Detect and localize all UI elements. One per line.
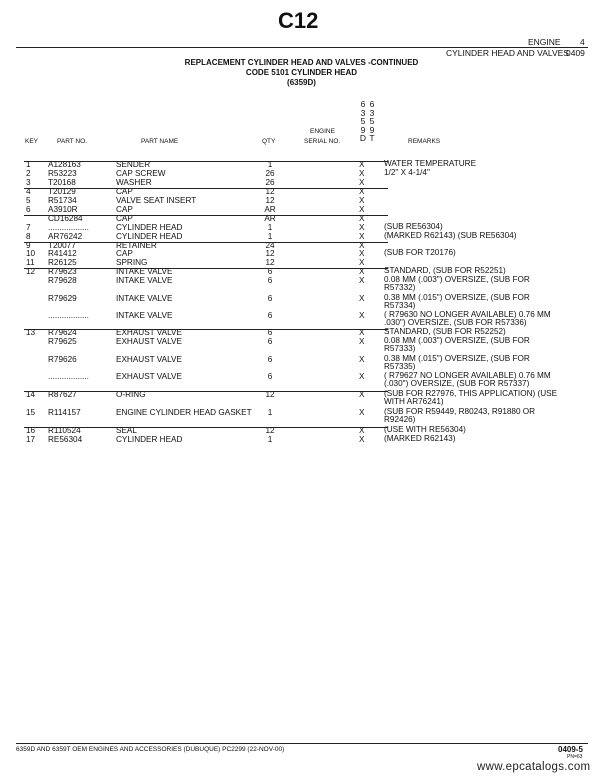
cell-remarks: (SUB RE56304) bbox=[384, 222, 443, 231]
cell-x: X bbox=[359, 435, 365, 444]
cell-key: 11 bbox=[26, 258, 35, 267]
cell-x: X bbox=[359, 372, 365, 381]
subsection-number: 0409 bbox=[566, 48, 585, 58]
group-rule bbox=[24, 427, 388, 428]
cell-remarks: STANDARD, (SUB FOR R52252) bbox=[384, 327, 506, 336]
cell-name: CAP bbox=[116, 187, 133, 196]
cell-name: SPRING bbox=[116, 258, 148, 267]
footer-rule bbox=[16, 743, 588, 744]
cell-remarks: 0.08 MM (.003") OVERSIZE, (SUB FOR R57333) bbox=[384, 336, 530, 353]
table-title-line2: CODE 5101 CYLINDER HEAD bbox=[245, 68, 358, 77]
cell-x: X bbox=[359, 214, 365, 223]
cell-x: X bbox=[359, 205, 365, 214]
cell-name: INTAKE VALVE bbox=[116, 276, 173, 285]
cell-x: X bbox=[359, 267, 365, 276]
model-digit: 3 bbox=[369, 107, 375, 118]
cell-key: 2 bbox=[26, 169, 31, 178]
cell-part-no: R79626 bbox=[48, 355, 77, 364]
cell-remarks: 0.38 MM (.015") OVERSIZE, (SUB FOR R57334) bbox=[384, 293, 530, 310]
model-digit: 6 bbox=[369, 99, 375, 109]
cell-part-no: RE56304 bbox=[48, 435, 83, 444]
model-digit: 5 bbox=[369, 116, 375, 127]
watermark-link[interactable]: www.epcatalogs.com bbox=[477, 761, 591, 773]
col-header-remarks: REMARKS bbox=[408, 138, 441, 145]
cell-x: X bbox=[359, 294, 365, 303]
cell-key: 7 bbox=[26, 223, 31, 232]
cell-remarks: (SUB FOR T20176) bbox=[384, 248, 456, 257]
cell-remarks: 1/2" X 4-1/4" bbox=[384, 168, 430, 177]
cell-x: X bbox=[359, 390, 365, 399]
cell-x: X bbox=[359, 160, 365, 169]
cell-x: X bbox=[359, 178, 365, 187]
cell-qty: 26 bbox=[265, 169, 275, 178]
group-rule bbox=[24, 391, 388, 392]
cell-key: 3 bbox=[26, 178, 31, 187]
cell-name: CAP bbox=[116, 205, 133, 214]
cell-qty: 12 bbox=[265, 426, 275, 435]
cell-remarks: (SUB FOR R27976, THIS APPLICATION) (USE WITH AR76241) bbox=[384, 389, 558, 406]
cell-part-no: AR76242 bbox=[48, 232, 83, 241]
cell-part-no: R53223 bbox=[48, 169, 77, 178]
pn-number: PN=63 bbox=[567, 754, 583, 760]
cell-name: SENDER bbox=[116, 160, 151, 169]
cell-qty: 6 bbox=[267, 372, 273, 381]
cell-remarks: (MARKED R62143) bbox=[384, 434, 456, 443]
cell-remarks: WATER TEMPERATURE bbox=[384, 159, 477, 168]
cell-qty: 1 bbox=[267, 408, 273, 417]
cell-qty: 1 bbox=[267, 223, 273, 232]
cell-qty: AR bbox=[264, 214, 276, 223]
cell-qty: 6 bbox=[267, 276, 273, 285]
cell-part-no: A128163 bbox=[48, 160, 81, 169]
cell-part-no: T20129 bbox=[48, 187, 76, 196]
cell-x: X bbox=[359, 232, 365, 241]
cell-key: 13 bbox=[26, 328, 36, 337]
model-column-6359t bbox=[368, 100, 376, 143]
cell-key: 1 bbox=[26, 160, 31, 169]
cell-part-no: CD16284 bbox=[48, 214, 83, 223]
cell-x: X bbox=[359, 311, 365, 320]
cell-qty: 6 bbox=[267, 311, 273, 320]
cell-key: 5 bbox=[26, 196, 31, 205]
cell-key: 8 bbox=[26, 232, 31, 241]
cell-remarks: (SUB FOR R59449, R80243, R91880 OR R92426) bbox=[384, 407, 536, 424]
cell-qty: 12 bbox=[265, 187, 275, 196]
cell-qty: 12 bbox=[265, 390, 275, 399]
group-rule bbox=[24, 215, 388, 216]
col-header-qty: QTY bbox=[262, 138, 276, 145]
cell-x: X bbox=[359, 276, 365, 285]
col-header-part-no: PART NO. bbox=[57, 138, 87, 145]
page-number: 0409-5 bbox=[558, 745, 583, 754]
cell-qty: 1 bbox=[267, 160, 273, 169]
cell-qty: 6 bbox=[267, 355, 273, 364]
col-header-engine: ENGINE bbox=[310, 128, 335, 135]
cell-part-no: R87627 bbox=[48, 390, 77, 399]
col-header-serial: SERIAL NO. bbox=[304, 138, 341, 145]
cell-name: EXHAUST VALVE bbox=[116, 355, 182, 364]
cell-name: CYLINDER HEAD bbox=[116, 435, 183, 444]
cell-part-no: A3910R bbox=[48, 205, 78, 214]
cell-part-no: R26125 bbox=[48, 258, 77, 267]
cell-name: INTAKE VALVE bbox=[116, 311, 173, 320]
cell-x: X bbox=[359, 187, 365, 196]
cell-remarks: ( R79627 NO LONGER AVAILABLE) 0.76 MM (.030") OVERSIZE, (SUB FOR R57337) bbox=[384, 371, 551, 388]
cell-part-no: R79628 bbox=[48, 276, 77, 285]
cell-x: X bbox=[359, 355, 365, 364]
cell-name: EXHAUST VALVE bbox=[116, 372, 182, 381]
cell-x: X bbox=[359, 249, 365, 258]
cell-x: X bbox=[359, 196, 365, 205]
cell-key: 12 bbox=[26, 267, 36, 276]
cell-part-no: T20168 bbox=[48, 178, 76, 187]
cell-name: CAP bbox=[116, 249, 133, 258]
cell-remarks: STANDARD, (SUB FOR R52251) bbox=[384, 266, 506, 275]
cell-name: WASHER bbox=[116, 178, 152, 187]
cell-part-no: .................. bbox=[48, 372, 89, 381]
cell-remarks: 0.08 MM (.003") OVERSIZE, (SUB FOR R57332) bbox=[384, 275, 530, 292]
cell-name: EXHAUST VALVE bbox=[116, 328, 182, 337]
cell-qty: 6 bbox=[267, 328, 273, 337]
cell-key: 4 bbox=[26, 187, 31, 196]
cell-name: INTAKE VALVE bbox=[116, 267, 173, 276]
cell-part-no: R79623 bbox=[48, 267, 77, 276]
cell-x: X bbox=[359, 258, 365, 267]
cell-name: EXHAUST VALVE bbox=[116, 337, 182, 346]
cell-name: CAP SCREW bbox=[116, 169, 166, 178]
cell-qty: 1 bbox=[267, 232, 273, 241]
cell-x: X bbox=[359, 337, 365, 346]
cell-key: 16 bbox=[26, 426, 36, 435]
col-header-key: KEY bbox=[25, 138, 39, 145]
cell-name: ENGINE CYLINDER HEAD GASKET bbox=[116, 408, 252, 417]
subsection-title: CYLINDER HEAD AND VALVES bbox=[446, 48, 569, 58]
cell-remarks: (USE WITH RE56304) bbox=[384, 425, 466, 434]
model-digit: 5 bbox=[360, 116, 366, 127]
cell-qty: AR bbox=[264, 205, 276, 214]
group-rule bbox=[24, 329, 388, 330]
cell-name: O-RING bbox=[116, 390, 146, 399]
cell-name: CYLINDER HEAD bbox=[116, 223, 183, 232]
table-title-line1: REPLACEMENT CYLINDER HEAD AND VALVES -CONTINUED bbox=[184, 58, 419, 67]
cell-x: X bbox=[359, 328, 365, 337]
cell-key: 14 bbox=[26, 390, 36, 399]
page-code: C12 bbox=[278, 8, 319, 33]
cell-qty: 12 bbox=[265, 249, 275, 258]
cell-part-no: .................. bbox=[48, 223, 89, 232]
cell-name: RETAINER bbox=[116, 241, 157, 250]
model-digit: T bbox=[369, 133, 375, 144]
cell-remarks: (MARKED R62143) (SUB RE56304) bbox=[384, 231, 517, 240]
cell-key: 15 bbox=[26, 408, 36, 417]
cell-qty: 12 bbox=[265, 196, 275, 205]
model-digit: 9 bbox=[369, 124, 375, 135]
section-number: 4 bbox=[580, 37, 585, 47]
cell-part-no: R79629 bbox=[48, 294, 77, 303]
cell-name: CYLINDER HEAD bbox=[116, 232, 183, 241]
cell-x: X bbox=[359, 408, 365, 417]
cell-key: 10 bbox=[26, 249, 36, 258]
cell-qty: 6 bbox=[267, 267, 273, 276]
model-digit: 9 bbox=[360, 124, 366, 135]
cell-x: X bbox=[359, 426, 365, 435]
cell-part-no: R79625 bbox=[48, 337, 77, 346]
cell-part-no: .................. bbox=[48, 311, 89, 320]
cell-name: VALVE SEAT INSERT bbox=[116, 196, 197, 205]
cell-x: X bbox=[359, 241, 365, 250]
section-title: ENGINE bbox=[528, 37, 561, 47]
cell-part-no: R41412 bbox=[48, 249, 77, 258]
cell-name: SEAL bbox=[116, 426, 137, 435]
cell-name: CAP bbox=[116, 214, 133, 223]
model-digit: 3 bbox=[360, 107, 366, 118]
cell-part-no: T20077 bbox=[48, 241, 76, 250]
group-rule bbox=[24, 188, 388, 189]
cell-part-no: R110524 bbox=[48, 426, 81, 435]
cell-qty: 1 bbox=[267, 435, 273, 444]
cell-qty: 24 bbox=[265, 241, 275, 250]
group-rule bbox=[24, 268, 388, 269]
cell-key: 17 bbox=[26, 435, 36, 444]
cell-x: X bbox=[359, 223, 365, 232]
cell-remarks: 0.38 MM (.015") OVERSIZE, (SUB FOR R57335) bbox=[384, 354, 530, 371]
cell-part-no: R51734 bbox=[48, 196, 77, 205]
model-digit: D bbox=[359, 133, 367, 144]
table-title-line3: (6359D) bbox=[287, 78, 316, 87]
cell-x: X bbox=[359, 169, 365, 178]
group-rule bbox=[24, 161, 388, 162]
cell-part-no: R114157 bbox=[48, 408, 81, 417]
cell-qty: 6 bbox=[267, 294, 273, 303]
model-digit: 6 bbox=[360, 99, 366, 109]
model-column-6359d bbox=[359, 100, 367, 143]
cell-remarks: ( R79630 NO LONGER AVAILABLE) 0.76 MM .030") OVERSIZE, (SUB FOR R57336) bbox=[384, 310, 551, 327]
group-rule bbox=[24, 242, 388, 243]
col-header-part-name: PART NAME bbox=[141, 138, 179, 145]
cell-qty: 26 bbox=[265, 178, 275, 187]
cell-key: 9 bbox=[26, 241, 31, 250]
cell-qty: 12 bbox=[265, 258, 275, 267]
cell-key: 6 bbox=[26, 205, 31, 214]
cell-qty: 6 bbox=[267, 337, 273, 346]
catalog-info: 6359D AND 6359T OEM ENGINES AND ACCESSORIES (DUBUQUE) PC2299 (22-NOV-00) bbox=[16, 746, 285, 753]
cell-part-no: R79624 bbox=[48, 328, 77, 337]
cell-name: INTAKE VALVE bbox=[116, 294, 173, 303]
